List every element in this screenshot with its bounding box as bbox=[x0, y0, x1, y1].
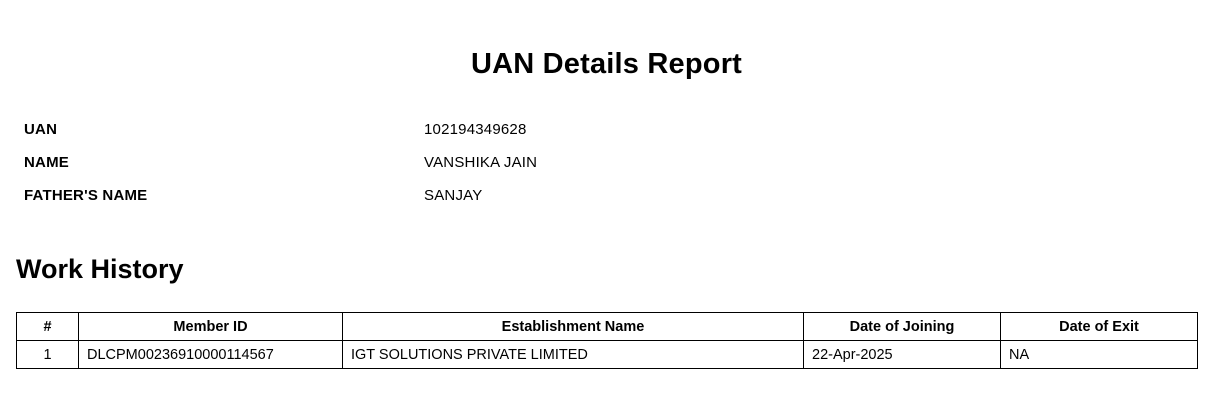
detail-value-fathers-name: SANJAY bbox=[424, 187, 483, 204]
uan-details-block bbox=[0, 121, 1213, 220]
cell-member-id: DLCPM00236910000114567 bbox=[79, 341, 343, 369]
detail-row-name bbox=[24, 154, 1213, 187]
table-header-row bbox=[17, 313, 1198, 341]
work-history-table-body bbox=[17, 341, 1198, 369]
column-header-index: # bbox=[17, 313, 79, 341]
column-header-date-of-joining: Date of Joining bbox=[804, 313, 1001, 341]
cell-establishment-name: IGT SOLUTIONS PRIVATE LIMITED bbox=[343, 341, 804, 369]
column-header-date-of-exit: Date of Exit bbox=[1001, 313, 1198, 341]
cell-index: 1 bbox=[17, 341, 79, 369]
column-header-member-id: Member ID bbox=[79, 313, 343, 341]
detail-label-name: NAME bbox=[24, 154, 69, 171]
detail-label-uan: UAN bbox=[24, 121, 58, 138]
detail-row-uan bbox=[24, 121, 1213, 154]
detail-row-fathers-name bbox=[24, 187, 1213, 220]
detail-value-name: VANSHIKA JAIN bbox=[424, 154, 538, 171]
detail-value-uan: 102194349628 bbox=[424, 121, 527, 138]
work-history-table-head bbox=[17, 313, 1198, 341]
work-history-table-wrapper bbox=[0, 285, 1213, 369]
work-history-heading: Work History bbox=[16, 254, 184, 284]
table-row bbox=[17, 341, 1198, 369]
page-title: UAN Details Report bbox=[470, 48, 743, 80]
cell-date-of-exit: NA bbox=[1001, 341, 1198, 369]
cell-date-of-joining: 22-Apr-2025 bbox=[804, 341, 1001, 369]
column-header-establishment-name: Establishment Name bbox=[343, 313, 804, 341]
detail-label-fathers-name: FATHER'S NAME bbox=[24, 187, 148, 204]
work-history-table bbox=[16, 312, 1198, 369]
